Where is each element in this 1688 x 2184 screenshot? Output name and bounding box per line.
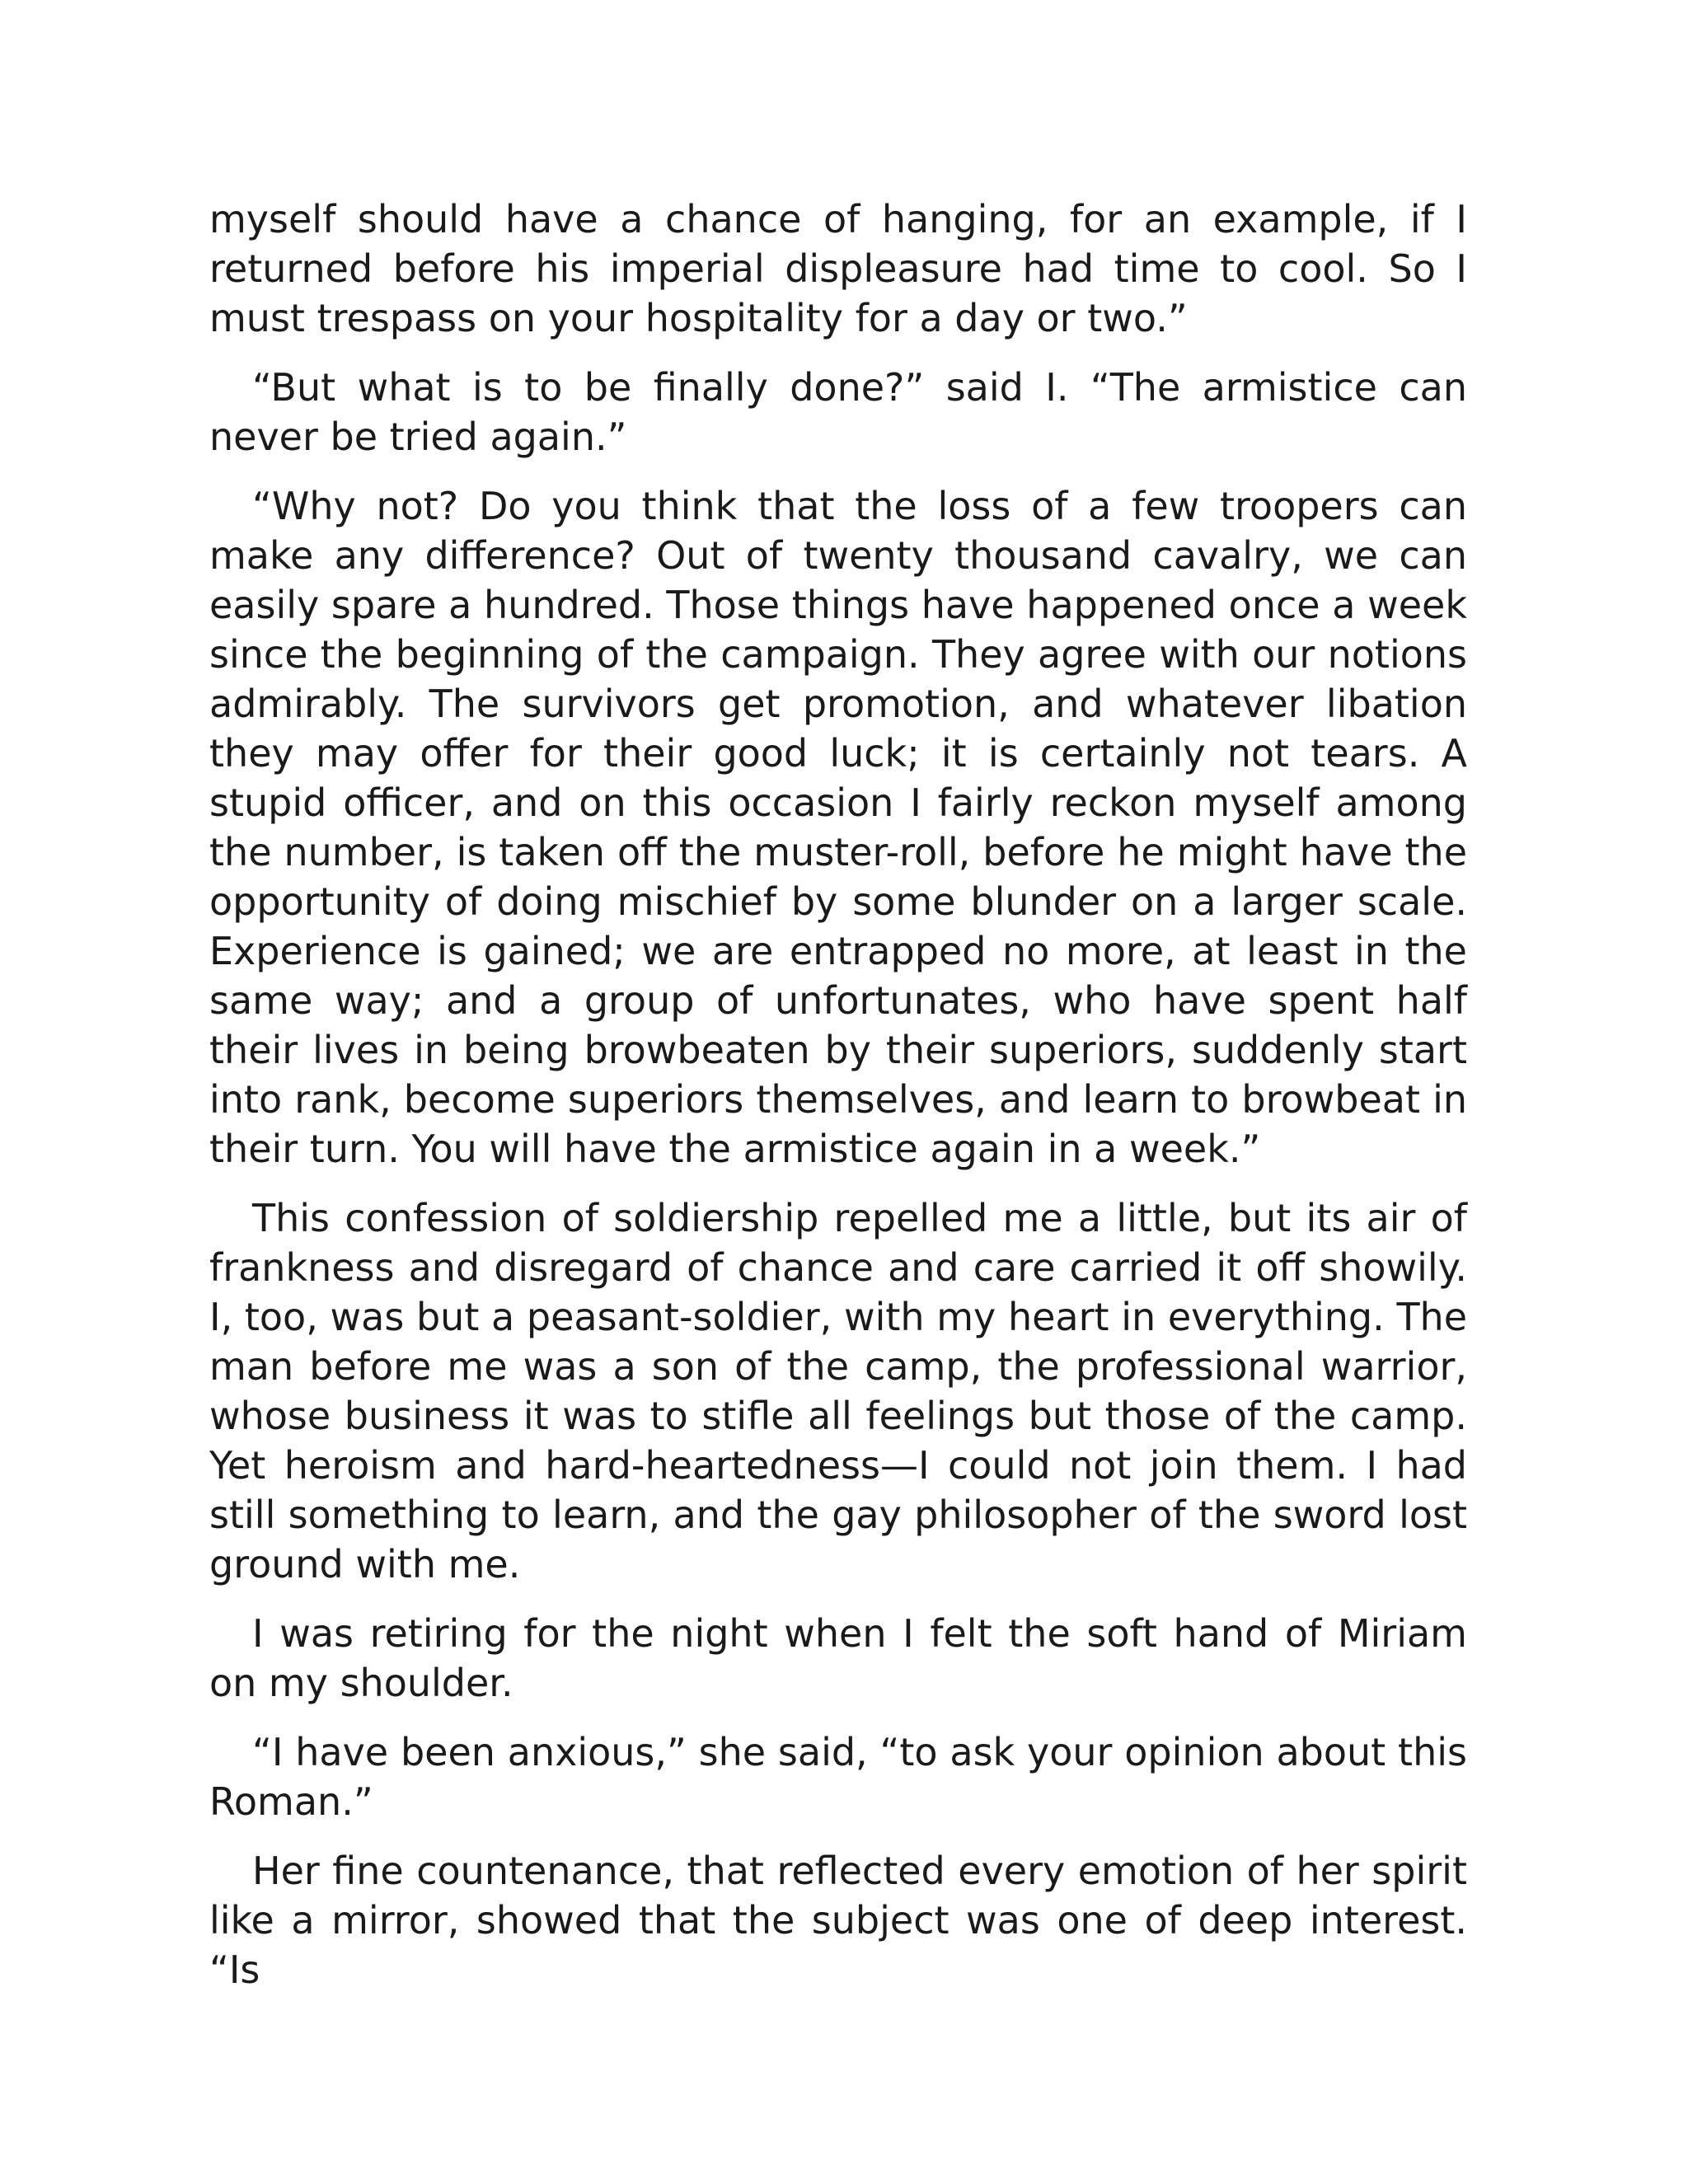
paragraph: “But what is to be finally done?” said I. “The armistice can never be tried again.”: [209, 365, 1467, 459]
paragraph: “Why not? Do you think that the loss of a few troopers can make any difference? Out of twenty thousand cavalry, we can easily spare a hundred. Those things have happened once a week since the beginning of the campaign. They agree with our notions admirably. The survivors get promotion, and whatever libation they may offer for their good luck; it is certainly not tears. A stupid officer, and on this occasion I fairly reckon myself among the number, is taken off the muster-roll, before he might have the opportunity of doing mischief by some blunder on a larger scale. Experience is gained; we are entrapped no more, at least in the same way; and a group of unfortunates, who have spent half their lives in being browbeaten by their superiors, suddenly start into rank, become superiors themselves, and learn to browbeat in their turn. You will have the armistice again in a week.”: [209, 484, 1467, 1171]
paragraph: Her fine countenance, that reflected every emotion of her spirit like a mirror, showed that the subject was one of deep interest. “Is: [209, 1849, 1467, 1992]
paragraph: myself should have a chance of hanging, for an example, if I returned before his imperial displeasure had time to cool. So I must trespass on your hospitality for a day or two.”: [209, 197, 1467, 340]
page-body: [209, 194, 1467, 2014]
paragraph: I was retiring for the night when I felt the soft hand of Miriam on my shoulder.: [209, 1611, 1467, 1705]
paragraph: This confession of soldiership repelled me a little, but its air of frankness and disregard of chance and care carried it off showily. I, too, was but a peasant-soldier, with my heart in everything. The man before me was a son of the camp, the professional warrior, whose business it was to stifle all feelings but those of the camp. Yet heroism and hard-heartedness—I could not join them. I had still something to learn, and the gay philosopher of the sword lost ground with me.: [209, 1196, 1467, 1586]
paragraph: “I have been anxious,” she said, “to ask your opinion about this Roman.”: [209, 1730, 1467, 1824]
